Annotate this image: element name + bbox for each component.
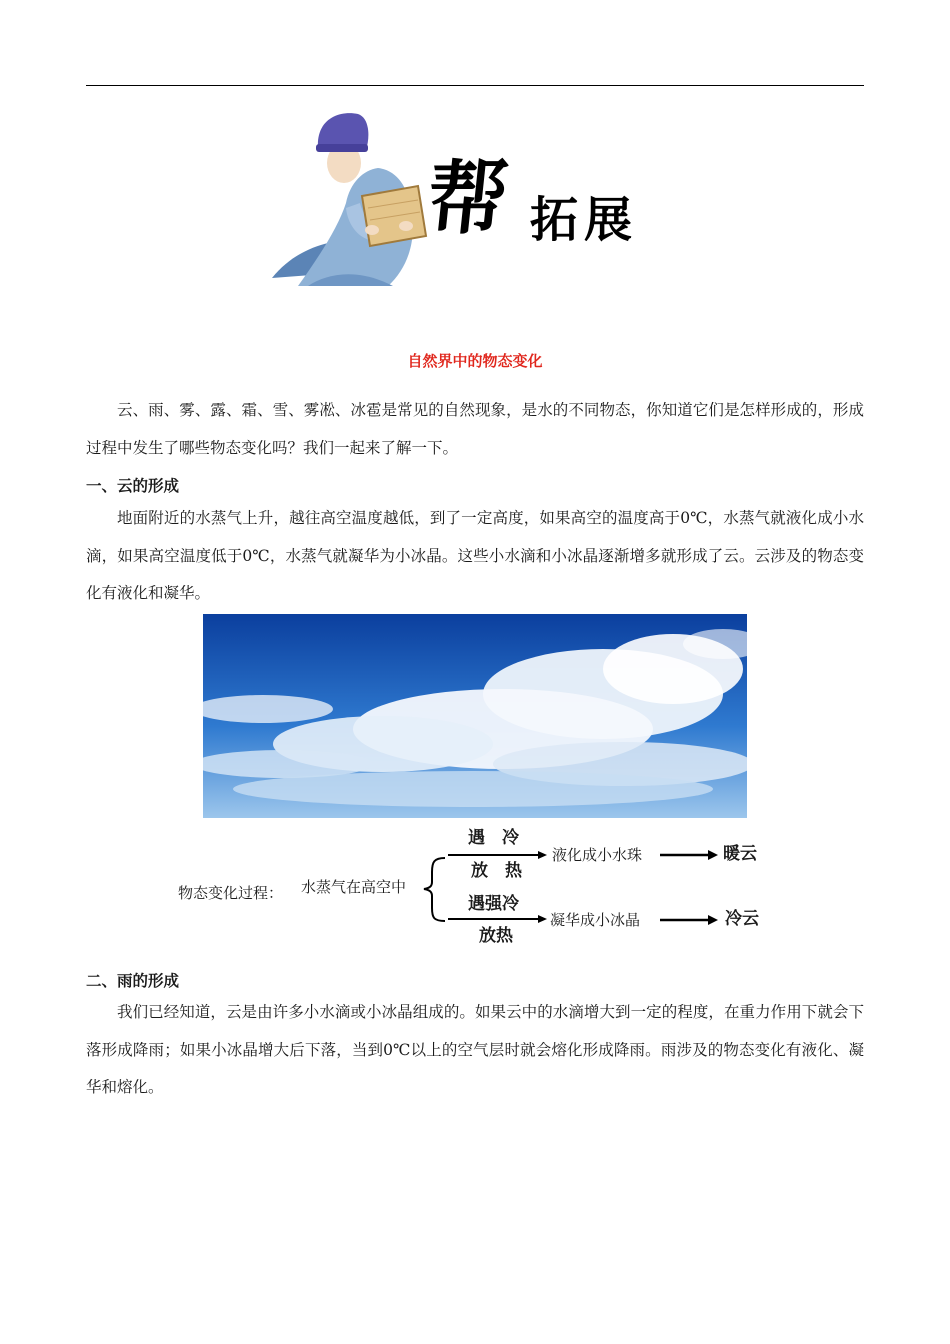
upper-condition-top: 遇 冷 bbox=[468, 828, 519, 848]
intro-paragraph: 云、雨、雾、露、霜、雪、雾凇、冰雹是常见的自然现象，是水的不同物态，你知道它们是怎样形成的，形成过程中发生了哪些物态变化吗？我们一起来了解一下。 bbox=[86, 401, 864, 457]
state-change-diagram bbox=[170, 822, 790, 952]
upper-condition-bottom: 放 热 bbox=[471, 861, 522, 881]
banner-small-text: 拓展 bbox=[530, 192, 639, 248]
section2-paragraph: 我们已经知道，云是由许多小水滴或小冰晶组成的。如果云中的水滴增大到一定的程度，在重力作用下就会下落形成降雨；如果小冰晶增大后下落，当到0℃以上的空气层时就会熔化形成降雨。雨涉及的物态变化有液化、凝华和熔化。 bbox=[86, 1003, 864, 1096]
lower-condition-top: 遇强冷 bbox=[468, 894, 519, 914]
banner-big-char: 帮 bbox=[423, 151, 513, 245]
section1-heading: 一、云的形成 bbox=[86, 477, 180, 495]
diagram-label: 物态变化过程： bbox=[178, 884, 284, 902]
header-rule bbox=[86, 85, 864, 86]
section1-paragraph: 地面附近的水蒸气上升，越往高空温度越低，到了一定高度，如果高空的温度高于0℃，水蒸气就液化成小水滴，如果高空温度低于0℃，水蒸气就凝华为小冰晶。这些小水滴和小冰晶逐渐增多就形成了云。云涉及的物态变化有液化和凝华。 bbox=[86, 509, 864, 602]
document-title: 自然界中的物态变化 bbox=[407, 352, 543, 370]
upper-result: 液化成小水珠 bbox=[552, 846, 643, 864]
lower-condition-bottom: 放热 bbox=[479, 926, 513, 946]
sky-clouds-image bbox=[203, 614, 747, 818]
lower-product: 冷云 bbox=[725, 909, 759, 929]
lower-result: 凝华成小冰晶 bbox=[550, 911, 641, 929]
section2-heading: 二、雨的形成 bbox=[86, 972, 180, 990]
upper-product: 暖云 bbox=[723, 844, 757, 864]
diagram-source: 水蒸气在高空中 bbox=[301, 878, 407, 896]
